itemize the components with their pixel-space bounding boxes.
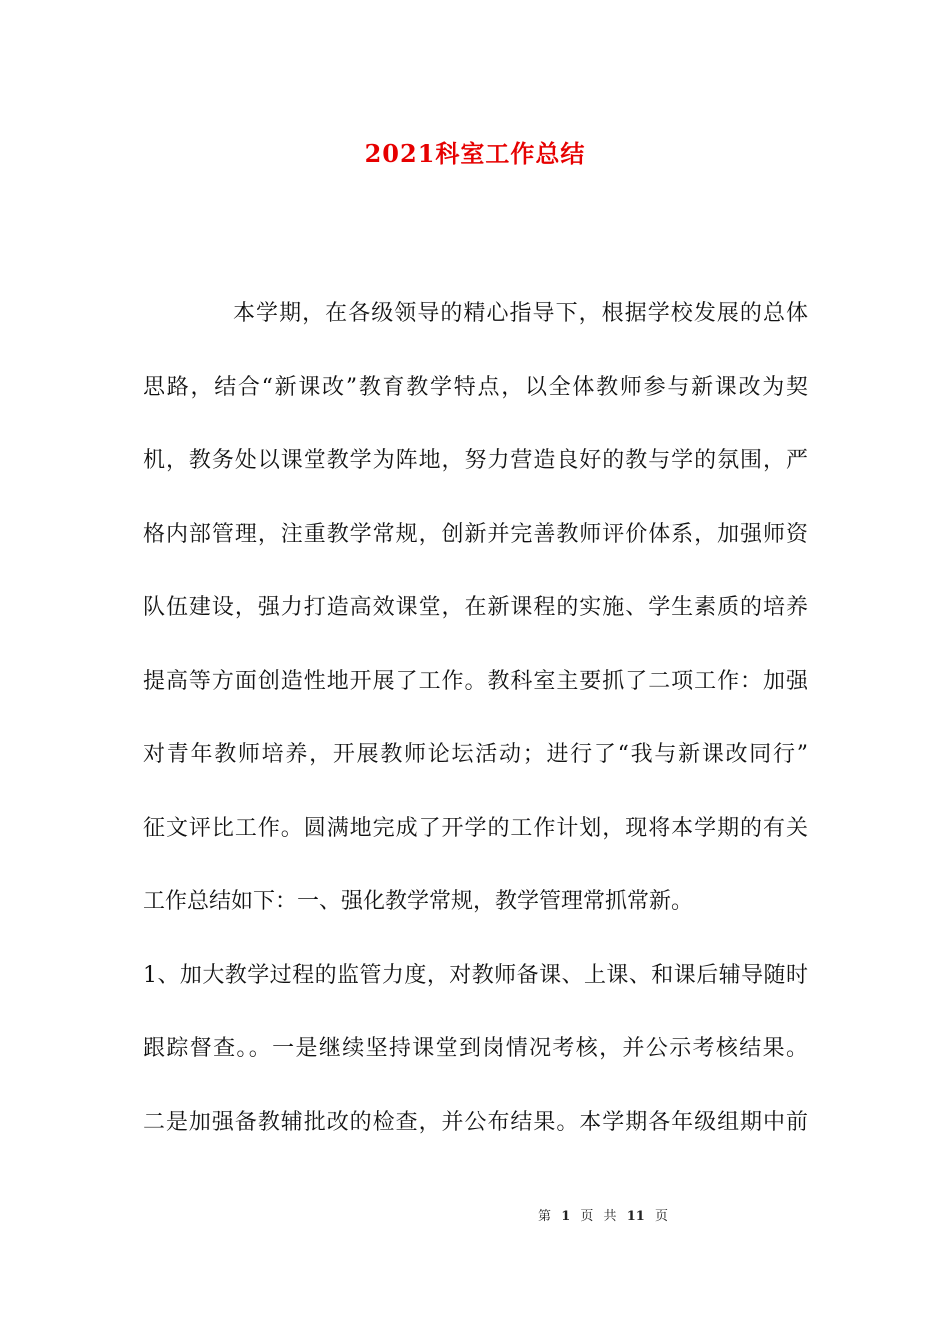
body-line: 1、加大教学过程的监管力度，对教师备课、上课、和课后辅导随时 <box>143 962 808 988</box>
document-body <box>143 277 808 1159</box>
footer-suffix: 页 <box>654 1209 668 1224</box>
body-line: 格内部管理，注重教学常规，创新并完善教师评价体系，加强师资 <box>143 521 808 547</box>
body-line: 征文评比工作。圆满地完成了开学的工作计划，现将本学期的有关 <box>143 815 808 841</box>
body-line: 跟踪督查。。一是继续坚持课堂到岗情况考核，并公示考核结果。 <box>143 1036 808 1061</box>
body-line: 本学期，在各级领导的精心指导下，根据学校发展的总体 <box>233 301 808 326</box>
page-number-footer <box>0 1208 950 1226</box>
body-line: 机，教务处以课堂教学为阵地，努力营造良好的教与学的氛围，严 <box>143 448 808 473</box>
document-title: 2021科室工作总结 <box>364 139 586 168</box>
footer-prefix: 第 <box>538 1209 552 1224</box>
body-line: 对青年教师培养，开展教师论坛活动；进行了“我与新课改同行” <box>143 742 808 767</box>
body-line: 二是加强备教辅批改的检查，并公布结果。本学期各年级组期中前 <box>143 1109 808 1135</box>
current-page-number: 1 <box>561 1209 571 1224</box>
body-line: 工作总结如下：一、强化教学常规，教学管理常抓常新。 <box>143 889 694 914</box>
total-page-number: 11 <box>626 1209 645 1224</box>
footer-page-word: 页 <box>580 1209 594 1224</box>
body-line: 思路，结合“新课改”教育教学特点，以全体教师参与新课改为契 <box>143 374 808 400</box>
body-line: 提高等方面创造性地开展了工作。教科室主要抓了二项工作：加强 <box>143 668 808 694</box>
footer-total-prefix: 共 <box>603 1209 617 1224</box>
body-line: 队伍建设，强力打造高效课堂，在新课程的实施、学生素质的培养 <box>143 595 808 620</box>
